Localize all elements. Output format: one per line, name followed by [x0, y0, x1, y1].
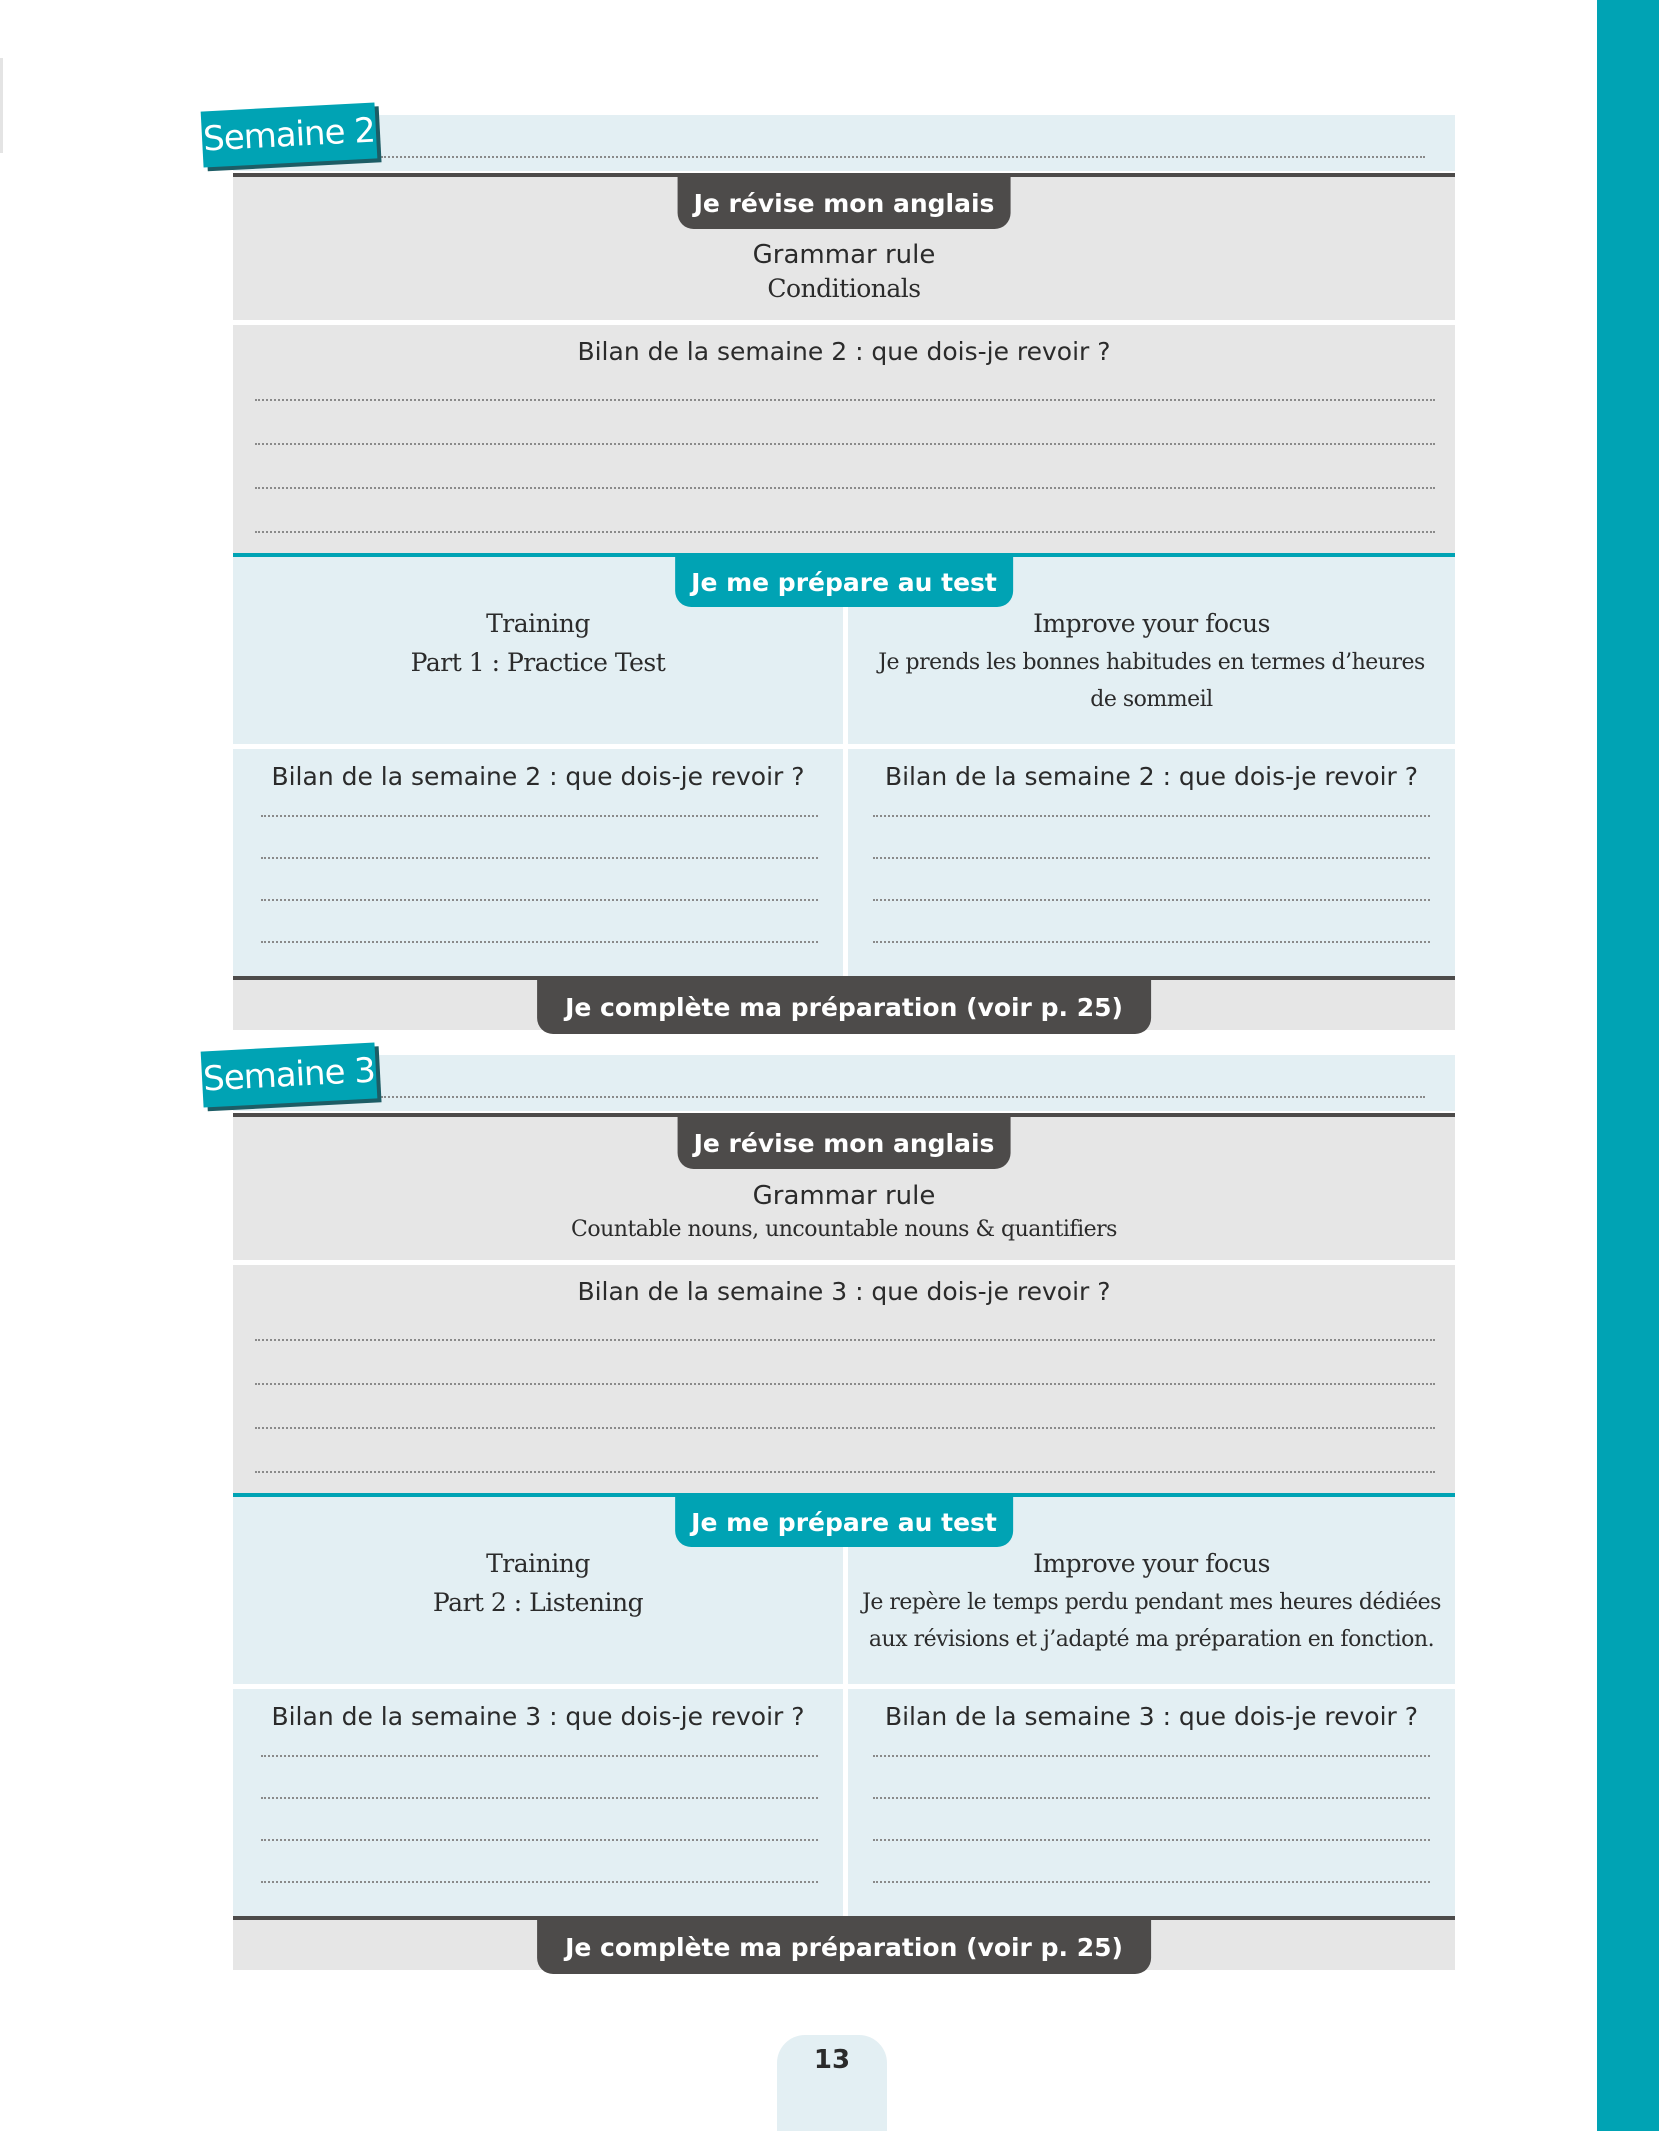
week-3-complete-bar: [233, 1916, 1455, 1970]
side-accent-bar: [1597, 0, 1659, 2131]
week-3-header: [233, 1055, 1455, 1111]
week-2-focus-cell: [848, 609, 1455, 712]
week-3-left-write-line[interactable]: [261, 1797, 818, 1799]
week-3-write-line[interactable]: [255, 1427, 1435, 1429]
week-3-header-line[interactable]: [381, 1096, 1425, 1098]
week-3-focus-sub1: Je repère le temps perdu pendant mes heures dédiées: [862, 1590, 1441, 1615]
week-2-grammar-title: Grammar rule: [752, 240, 936, 270]
week-3-focus-cell: [848, 1549, 1455, 1652]
week-2-header: [233, 115, 1455, 171]
week-2-test-divider: [233, 744, 1455, 749]
week-3-right-write-line[interactable]: [873, 1881, 1430, 1883]
week-2-right-write-line[interactable]: [873, 941, 1430, 943]
week-2-header-line[interactable]: [381, 156, 1425, 158]
week-3-revise-pill: Je révise mon anglais: [678, 1117, 1011, 1169]
week-2-right-write-line[interactable]: [873, 857, 1430, 859]
week-2-left-write-line[interactable]: [261, 899, 818, 901]
week-3-right-write-line[interactable]: [873, 1797, 1430, 1799]
week-2-complete-bar: [233, 976, 1455, 1030]
week-2-bilan-title: Bilan de la semaine 2 : que dois-je revoir ?: [577, 337, 1111, 366]
week-3-complete-pill: Je complète ma préparation (voir p. 25): [537, 1920, 1151, 1974]
week-2-write-line[interactable]: [255, 531, 1435, 533]
week-2-focus-sub2: de sommeil: [1090, 687, 1213, 712]
week-3-bilan-right: Bilan de la semaine 3 : que dois-je revoir ?: [884, 1702, 1419, 1731]
week-2-training-title: Training: [486, 609, 590, 638]
week-3-write-line[interactable]: [255, 1471, 1435, 1473]
week-2-write-line[interactable]: [255, 487, 1435, 489]
week-3-tag-label: Semaine 3: [202, 1050, 376, 1100]
week-3-test-block: [233, 1493, 1455, 1917]
week-2-test-block: [233, 553, 1455, 977]
week-3-focus-sub2: aux révisions et j’adapté ma préparation en fonction.: [868, 1627, 1435, 1652]
week-2-complete-pill: Je complète ma préparation (voir p. 25): [537, 980, 1151, 1034]
week-3-test-pill: Je me prépare au test: [675, 1497, 1013, 1547]
week-3-section: [202, 1050, 1455, 1985]
week-3-test-divider: [233, 1684, 1455, 1689]
week-2-bilan-left: Bilan de la semaine 2 : que dois-je revoir ?: [271, 762, 805, 791]
week-3-training-cell: [233, 1549, 843, 1617]
week-2-focus-title: Improve your focus: [1033, 609, 1270, 638]
week-2-revise-divider: [233, 320, 1455, 325]
week-3-right-write-line[interactable]: [873, 1839, 1430, 1841]
week-2-left-write-line[interactable]: [261, 815, 818, 817]
week-3-left-write-line[interactable]: [261, 1839, 818, 1841]
week-3-tag: [201, 1042, 378, 1107]
week-3-training-title: Training: [486, 1549, 590, 1578]
week-3-write-line[interactable]: [255, 1383, 1435, 1385]
week-2-grammar-subtitle: Conditionals: [767, 274, 921, 303]
week-2-left-write-line[interactable]: [261, 857, 818, 859]
week-2-training-sub: Part 1 : Practice Test: [410, 648, 666, 677]
corner-mark: [0, 58, 3, 153]
week-2-right-write-line[interactable]: [873, 815, 1430, 817]
week-2-tag-label: Semaine 2: [202, 110, 376, 160]
week-2-focus-sub1: Je prends les bonnes habitudes en termes d’heures: [878, 650, 1425, 675]
week-2-training-cell: [233, 609, 843, 677]
week-3-right-write-line[interactable]: [873, 1755, 1430, 1757]
week-2-bilan-right: Bilan de la semaine 2 : que dois-je revoir ?: [884, 762, 1419, 791]
week-2-test-pill: Je me prépare au test: [675, 557, 1013, 607]
week-3-bilan-left: Bilan de la semaine 3 : que dois-je revoir ?: [271, 1702, 805, 1731]
week-2-section: [202, 110, 1455, 1030]
week-3-focus-title: Improve your focus: [1033, 1549, 1270, 1578]
week-2-right-write-line[interactable]: [873, 899, 1430, 901]
week-3-grammar-title: Grammar rule: [752, 1181, 936, 1211]
week-2-revise-pill: Je révise mon anglais: [678, 177, 1011, 229]
week-2-write-line[interactable]: [255, 443, 1435, 445]
week-3-bilan-title: Bilan de la semaine 3 : que dois-je revoir ?: [577, 1277, 1111, 1306]
week-2-tag: [201, 102, 378, 167]
week-2-write-line[interactable]: [255, 399, 1435, 401]
week-2-left-write-line[interactable]: [261, 941, 818, 943]
week-3-revise-divider: [233, 1260, 1455, 1265]
week-3-grammar-subtitle: Countable nouns, uncountable nouns & quantifiers: [571, 1217, 1117, 1242]
page-number: 13: [777, 2035, 887, 2131]
week-3-training-sub: Part 2 : Listening: [432, 1588, 644, 1617]
week-3-left-write-line[interactable]: [261, 1881, 818, 1883]
week-3-write-line[interactable]: [255, 1339, 1435, 1341]
week-3-left-write-line[interactable]: [261, 1755, 818, 1757]
